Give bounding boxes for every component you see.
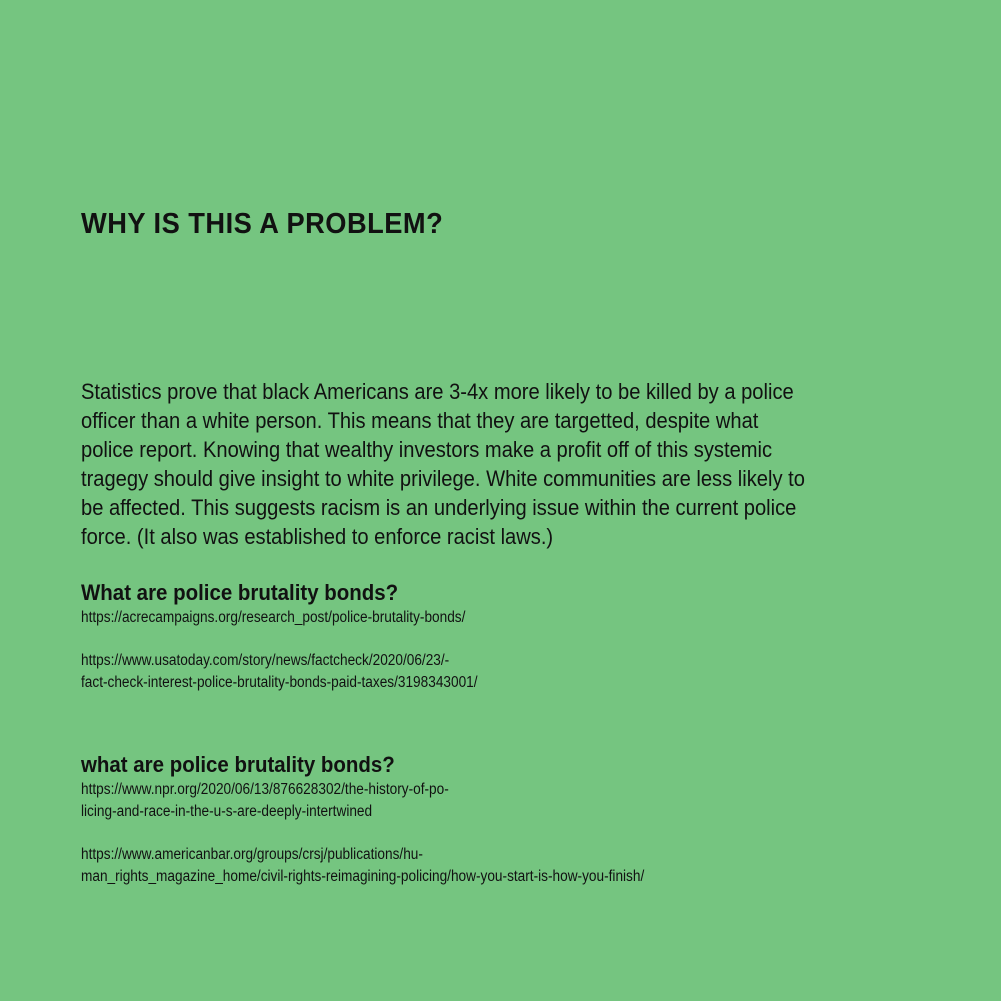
body-paragraph: Statistics prove that black Americans are 3-4x more likely to be killed by a police officer than a white person. This means that they are targetted, despite what police report. Knowing that wealthy investors make a profit off of this systemic tragegy should give insight to white privilege. White communities are less likely to be affected. This suggests racism is an underlying issue within the current police force. (It also was established to enforce racist laws.) (81, 379, 805, 549)
references-section-2 (81, 750, 961, 888)
section-title: what are police brutality bonds? (81, 752, 395, 777)
reference-link-americanbar[interactable]: https://www.americanbar.org/groups/crsj/publications/hu- man_rights_magazine_home/civil-rights-reimagining-policing/how-you-start-is-how-you-finish/ (81, 846, 645, 885)
spacer (81, 629, 961, 650)
reference-link-acre[interactable]: https://acrecampaigns.org/research_post/police-brutality-bonds/ (81, 609, 466, 626)
reference-link-usatoday[interactable]: https://www.usatoday.com/story/news/factcheck/2020/06/23/- fact-check-interest-police-brutality-bonds-paid-taxes/3198343001/ (81, 652, 478, 691)
section-title: What are police brutality bonds? (81, 580, 399, 605)
reference-link-npr[interactable]: https://www.npr.org/2020/06/13/876628302/the-history-of-po- licing-and-race-in-the-u-s-are-deeply-intertwined (81, 781, 449, 820)
references-section-1 (81, 578, 961, 694)
page-heading: WHY IS THIS A PROBLEM? (81, 208, 444, 240)
spacer (81, 823, 961, 844)
